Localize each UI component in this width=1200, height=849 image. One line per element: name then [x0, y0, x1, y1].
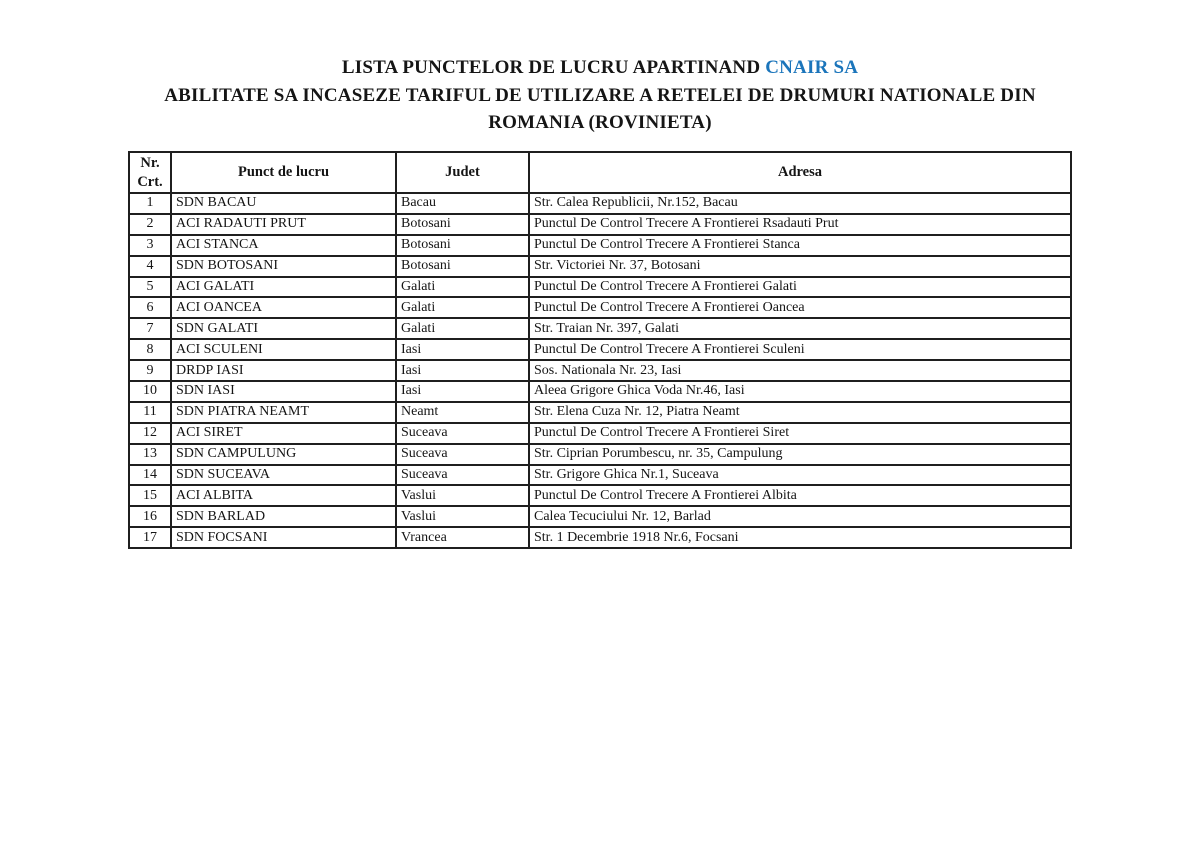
cell-nr-crt: 3	[129, 235, 171, 256]
table-row	[129, 506, 1071, 527]
cell-adresa: Punctul De Control Trecere A Frontierei Stanca	[529, 235, 1071, 256]
cell-adresa: Str. Ciprian Porumbescu, nr. 35, Campulung	[529, 444, 1071, 465]
cell-adresa: Str. Victoriei Nr. 37, Botosani	[529, 256, 1071, 277]
header-nr-crt	[129, 152, 171, 193]
cell-punct-de-lucru: ACI STANCA	[171, 235, 396, 256]
cell-nr-crt: 12	[129, 423, 171, 444]
cell-judet: Galati	[396, 297, 529, 318]
work-points-table	[128, 151, 1072, 549]
title-line-3: ROMANIA (ROVINIETA)	[488, 112, 712, 133]
cell-nr-crt: 13	[129, 444, 171, 465]
cell-punct-de-lucru: DRDP IASI	[171, 360, 396, 381]
table-row	[129, 402, 1071, 423]
cell-adresa: Calea Tecuciului Nr. 12, Barlad	[529, 506, 1071, 527]
table-row	[129, 485, 1071, 506]
cell-punct-de-lucru: ACI SCULENI	[171, 339, 396, 360]
cell-punct-de-lucru: ACI RADAUTI PRUT	[171, 214, 396, 235]
cell-nr-crt: 5	[129, 277, 171, 298]
cell-judet: Iasi	[396, 381, 529, 402]
header-judet: Judet	[396, 152, 529, 193]
cell-punct-de-lucru: ACI GALATI	[171, 277, 396, 298]
table-header	[129, 152, 1071, 193]
table-row	[129, 277, 1071, 298]
cell-adresa: Str. Traian Nr. 397, Galati	[529, 318, 1071, 339]
cell-punct-de-lucru: ACI OANCEA	[171, 297, 396, 318]
cell-nr-crt: 14	[129, 465, 171, 486]
header-adresa: Adresa	[529, 152, 1071, 193]
cell-judet: Iasi	[396, 360, 529, 381]
cell-adresa: Punctul De Control Trecere A Frontierei Rsadauti Prut	[529, 214, 1071, 235]
cell-nr-crt: 17	[129, 527, 171, 548]
cell-nr-crt: 1	[129, 193, 171, 214]
cell-adresa: Str. Elena Cuza Nr. 12, Piatra Neamt	[529, 402, 1071, 423]
cell-judet: Suceava	[396, 423, 529, 444]
cell-adresa: Str. 1 Decembrie 1918 Nr.6, Focsani	[529, 527, 1071, 548]
cell-nr-crt: 4	[129, 256, 171, 277]
document-title	[0, 54, 1200, 137]
cell-adresa: Punctul De Control Trecere A Frontierei Galati	[529, 277, 1071, 298]
title-line-1	[0, 54, 1200, 82]
cell-adresa: Punctul De Control Trecere A Frontierei Siret	[529, 423, 1071, 444]
cell-adresa: Sos. Nationala Nr. 23, Iasi	[529, 360, 1071, 381]
cell-judet: Neamt	[396, 402, 529, 423]
header-nr-line1: Nr.	[140, 155, 160, 171]
cell-punct-de-lucru: SDN GALATI	[171, 318, 396, 339]
cell-adresa: Punctul De Control Trecere A Frontierei Oancea	[529, 297, 1071, 318]
cell-punct-de-lucru: SDN BACAU	[171, 193, 396, 214]
cell-nr-crt: 7	[129, 318, 171, 339]
cell-judet: Vaslui	[396, 506, 529, 527]
cell-judet: Vrancea	[396, 527, 529, 548]
header-punct-de-lucru: Punct de lucru	[171, 152, 396, 193]
title-line-1-text: LISTA PUNCTELOR DE LUCRU APARTINAND	[341, 57, 766, 78]
cell-adresa: Str. Calea Republicii, Nr.152, Bacau	[529, 193, 1071, 214]
cell-judet: Botosani	[396, 235, 529, 256]
table-header-row	[129, 152, 1071, 193]
cell-punct-de-lucru: SDN IASI	[171, 381, 396, 402]
cell-punct-de-lucru: SDN BARLAD	[171, 506, 396, 527]
cell-judet: Suceava	[396, 465, 529, 486]
cell-punct-de-lucru: SDN SUCEAVA	[171, 465, 396, 486]
table-row	[129, 527, 1071, 548]
cell-judet: Botosani	[396, 214, 529, 235]
cell-nr-crt: 15	[129, 485, 171, 506]
header-nr-line2: Crt.	[137, 174, 163, 190]
cell-adresa: Punctul De Control Trecere A Frontierei Albita	[529, 485, 1071, 506]
table-body	[129, 193, 1071, 548]
title-highlight-cnair: CNAIR SA	[765, 57, 859, 78]
cell-punct-de-lucru: SDN BOTOSANI	[171, 256, 396, 277]
cell-punct-de-lucru: SDN CAMPULUNG	[171, 444, 396, 465]
table-row	[129, 318, 1071, 339]
cell-judet: Bacau	[396, 193, 529, 214]
header-nr-crt-stack	[130, 154, 170, 191]
cell-punct-de-lucru: ACI SIRET	[171, 423, 396, 444]
table-row	[129, 381, 1071, 402]
table-row	[129, 193, 1071, 214]
table-row	[129, 214, 1071, 235]
table-row	[129, 465, 1071, 486]
cell-judet: Botosani	[396, 256, 529, 277]
cell-adresa: Punctul De Control Trecere A Frontierei Sculeni	[529, 339, 1071, 360]
title-line-2: ABILITATE SA INCASEZE TARIFUL DE UTILIZARE A RETELEI DE DRUMURI NATIONALE DIN	[164, 84, 1036, 106]
cell-judet: Iasi	[396, 339, 529, 360]
cell-nr-crt: 9	[129, 360, 171, 381]
cell-judet: Suceava	[396, 444, 529, 465]
table-row	[129, 235, 1071, 256]
cell-nr-crt: 8	[129, 339, 171, 360]
table-row	[129, 339, 1071, 360]
cell-nr-crt: 16	[129, 506, 171, 527]
cell-judet: Galati	[396, 318, 529, 339]
cell-punct-de-lucru: ACI ALBITA	[171, 485, 396, 506]
table-row	[129, 423, 1071, 444]
cell-adresa: Str. Grigore Ghica Nr.1, Suceava	[529, 465, 1071, 486]
cell-judet: Vaslui	[396, 485, 529, 506]
cell-nr-crt: 2	[129, 214, 171, 235]
table-row	[129, 256, 1071, 277]
cell-punct-de-lucru: SDN PIATRA NEAMT	[171, 402, 396, 423]
cell-nr-crt: 6	[129, 297, 171, 318]
cell-nr-crt: 10	[129, 381, 171, 402]
table-row	[129, 297, 1071, 318]
cell-nr-crt: 11	[129, 402, 171, 423]
cell-judet: Galati	[396, 277, 529, 298]
cell-punct-de-lucru: SDN FOCSANI	[171, 527, 396, 548]
table-row	[129, 360, 1071, 381]
cell-adresa: Aleea Grigore Ghica Voda Nr.46, Iasi	[529, 381, 1071, 402]
table-row	[129, 444, 1071, 465]
